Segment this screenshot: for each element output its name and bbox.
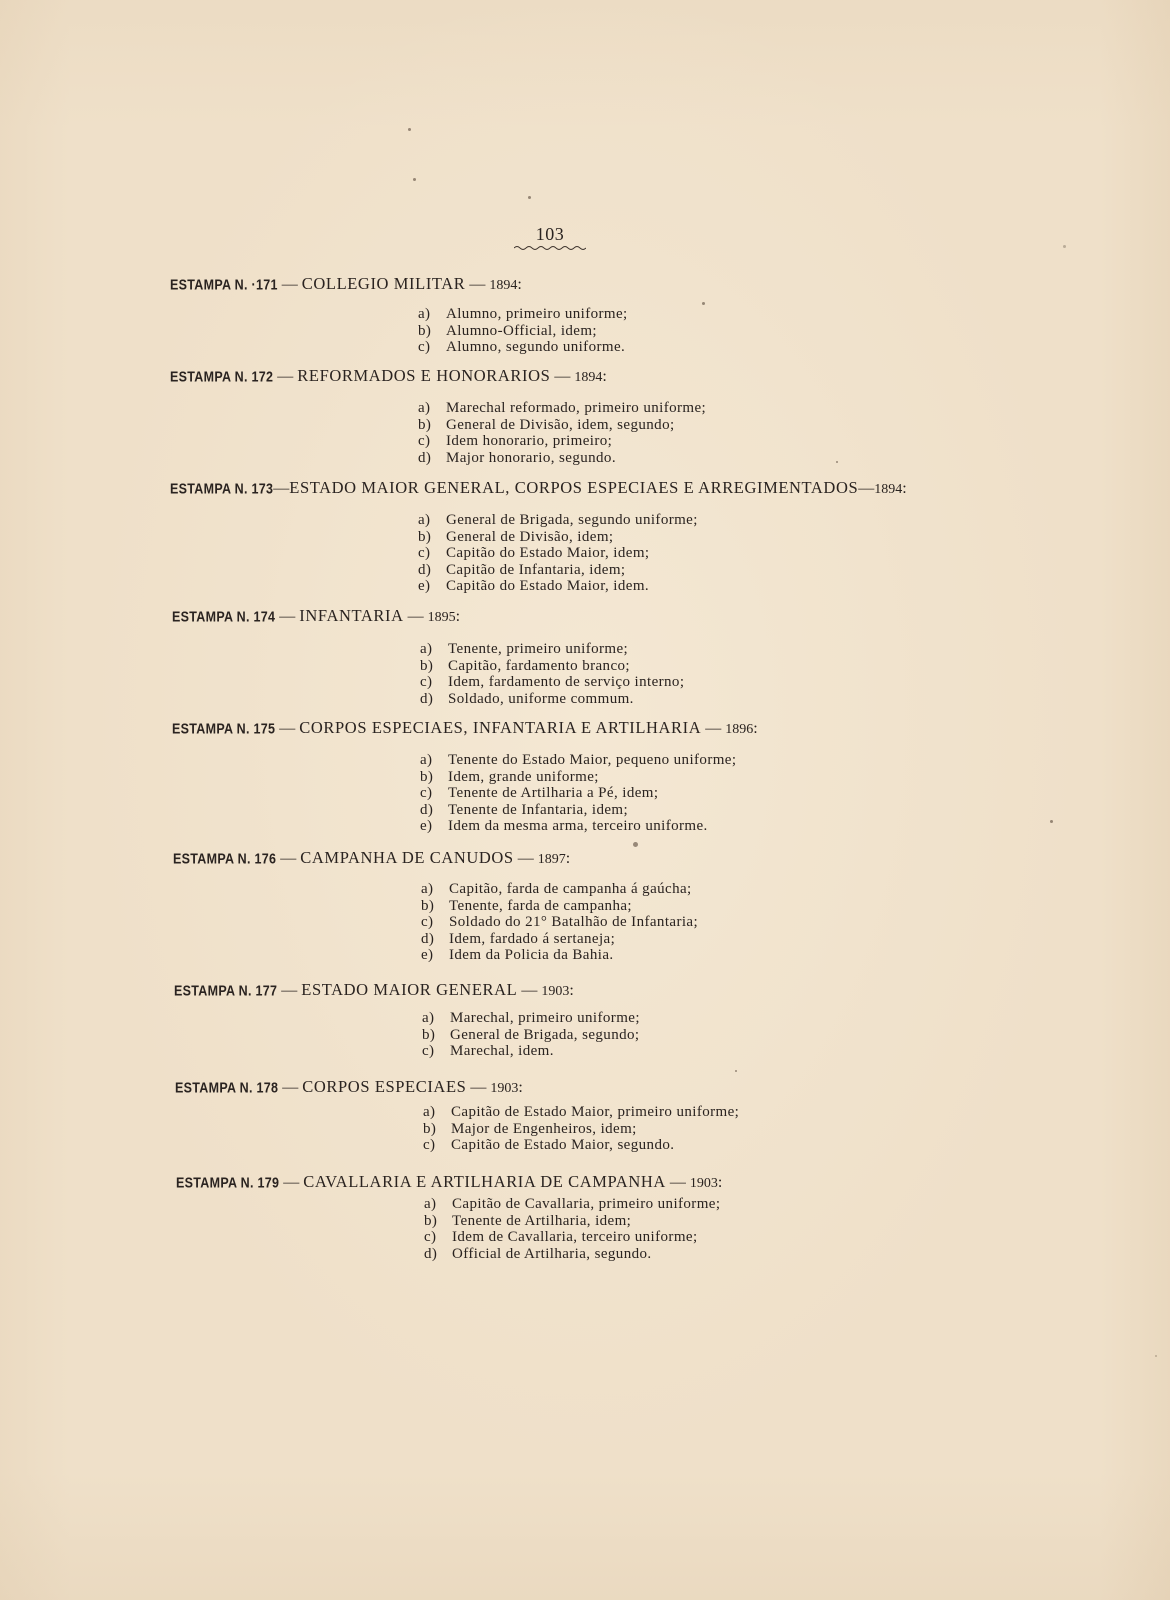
- item-letter: a): [423, 1104, 436, 1120]
- item-text: Major de Engenheiros, idem;: [451, 1120, 637, 1137]
- item-letter: b): [424, 1212, 438, 1229]
- item-letter: b): [422, 1026, 436, 1043]
- item-letter: d): [420, 690, 434, 707]
- item-letter: a): [422, 1010, 435, 1026]
- estampa-heading: ESTAMPA N. 178 — CORPOS ESPECIAES — 1903:: [175, 1077, 523, 1097]
- item-text: Tenente de Infantaria, idem;: [448, 801, 629, 818]
- item-letter: d): [420, 801, 434, 818]
- estampa-label: ESTAMPA N. 173: [170, 480, 274, 498]
- paper-speck: [1155, 1355, 1157, 1357]
- list-item: [420, 785, 736, 802]
- list-item: [418, 339, 628, 356]
- list-item: [424, 1246, 720, 1263]
- estampa-title: CORPOS ESPECIAES, INFANTARIA E ARTILHARIA: [299, 718, 702, 737]
- paper-speck: [735, 1070, 737, 1072]
- estampa-label: ESTAMPA N. ·171: [170, 276, 278, 294]
- item-text: Soldado do 21° Batalhão de Infantaria;: [449, 914, 699, 930]
- estampa-heading: ESTAMPA N. 176 — CAMPANHA DE CANUDOS — 1897:: [173, 848, 571, 868]
- list-item: [418, 512, 698, 529]
- item-letter: b): [418, 416, 432, 433]
- estampa-year: 1895: [427, 610, 456, 625]
- item-letter: a): [418, 306, 431, 322]
- list-item: [420, 802, 736, 819]
- paper-speck: [413, 178, 416, 181]
- item-letter: c): [418, 433, 431, 449]
- list-item: [422, 1043, 640, 1060]
- item-letter: b): [421, 897, 435, 914]
- estampa-label: ESTAMPA N. 175: [172, 720, 276, 738]
- paper-speck: [408, 128, 411, 131]
- estampa-title: ESTADO MAIOR GENERAL: [301, 980, 518, 999]
- estampa-items: [422, 1010, 640, 1060]
- list-item: [424, 1213, 720, 1230]
- estampa-label: ESTAMPA N. 176: [173, 850, 277, 868]
- item-letter: a): [420, 641, 433, 657]
- item-letter: c): [422, 1043, 435, 1059]
- page-number: [480, 224, 620, 251]
- estampa-heading: ESTAMPA N. 179 — CAVALLARIA E ARTILHARIA DE CAMPANHA — 1903:: [176, 1172, 723, 1192]
- list-item: [424, 1196, 720, 1213]
- item-text: Idem honorario, primeiro;: [446, 433, 613, 449]
- estampa-heading: ESTAMPA N. ·171 — COLLEGIO MILITAR — 1894:: [170, 274, 522, 294]
- item-letter: d): [421, 930, 435, 947]
- list-item: [424, 1229, 720, 1246]
- item-letter: d): [418, 449, 432, 466]
- list-item: [422, 1010, 640, 1027]
- estampa-title: CAVALLARIA E ARTILHARIA DE CAMPANHA: [303, 1172, 666, 1191]
- item-text: General de Brigada, segundo uniforme;: [446, 512, 698, 528]
- item-text: Capitão de Infantaria, idem;: [446, 561, 626, 578]
- item-text: Idem de Cavallaria, terceiro uniforme;: [452, 1229, 698, 1245]
- estampa-title: COLLEGIO MILITAR: [301, 274, 466, 293]
- estampa-heading: ESTAMPA N. 173—ESTADO MAIOR GENERAL, CORPOS ESPECIAES E ARREGIMENTADOS—1894:: [170, 478, 907, 498]
- item-text: Idem, fardado á sertaneja;: [449, 930, 616, 947]
- list-item: [418, 400, 706, 417]
- item-letter: e): [421, 947, 434, 963]
- estampa-items: [424, 1196, 720, 1262]
- paper-speck: [633, 842, 638, 847]
- item-text: Marechal reformado, primeiro uniforme;: [446, 400, 707, 416]
- item-text: Tenente, primeiro uniforme;: [448, 641, 629, 657]
- estampa-title: REFORMADOS E HONORARIOS: [297, 366, 551, 385]
- item-text: Tenente do Estado Maior, pequeno uniforme;: [448, 752, 737, 768]
- item-letter: a): [420, 752, 433, 768]
- paper-speck: [528, 196, 531, 199]
- list-item: [421, 881, 698, 898]
- list-item: [421, 947, 698, 964]
- paper-speck: [1050, 820, 1053, 823]
- estampa-year: 1903: [490, 1081, 519, 1096]
- estampa-items: [418, 400, 706, 466]
- list-item: [420, 691, 684, 708]
- estampa-heading: ESTAMPA N. 172 — REFORMADOS E HONORARIOS — 1894:: [170, 366, 607, 386]
- list-item: [418, 545, 698, 562]
- estampa-title: ESTADO MAIOR GENERAL, CORPOS ESPECIAES E ARREGIMENTADOS: [289, 478, 859, 497]
- item-text: Capitão, farda de campanha á gaúcha;: [449, 881, 692, 897]
- item-text: Marechal, primeiro uniforme;: [450, 1010, 640, 1026]
- list-item: [420, 769, 736, 786]
- estampa-label: ESTAMPA N. 172: [170, 368, 274, 386]
- list-item: [418, 450, 706, 467]
- list-item: [418, 306, 628, 323]
- paper-speck: [702, 302, 705, 305]
- estampa-items: [420, 752, 736, 835]
- estampa-year: 1897: [537, 852, 566, 867]
- list-item: [418, 562, 698, 579]
- item-letter: a): [418, 400, 431, 416]
- item-text: Alumno, segundo uniforme.: [446, 339, 626, 355]
- item-text: Capitão, fardamento branco;: [448, 657, 630, 674]
- estampa-year: 1903: [689, 1176, 718, 1191]
- estampa-label: ESTAMPA N. 177: [174, 982, 278, 1000]
- page-number-text: 103: [535, 224, 565, 244]
- estampa-items: [420, 641, 684, 707]
- item-text: Idem, grande uniforme;: [448, 768, 599, 785]
- estampa-items: [423, 1104, 739, 1154]
- estampa-label: ESTAMPA N. 178: [175, 1079, 279, 1097]
- estampa-heading: ESTAMPA N. 175 — CORPOS ESPECIAES, INFANTARIA E ARTILHARIA — 1896:: [172, 718, 758, 738]
- estampa-title: CORPOS ESPECIAES: [302, 1077, 467, 1096]
- paper-speck: [836, 461, 838, 463]
- item-letter: a): [424, 1196, 437, 1212]
- item-letter: c): [421, 914, 434, 930]
- item-letter: c): [418, 339, 431, 355]
- estampa-year: 1896: [725, 722, 754, 737]
- item-letter: b): [420, 768, 434, 785]
- paper-speck: [1063, 245, 1066, 248]
- item-letter: d): [424, 1245, 438, 1262]
- item-text: Capitão de Cavallaria, primeiro uniforme;: [452, 1196, 721, 1212]
- wavy-rule-ornament: [514, 245, 586, 251]
- estampa-title: INFANTARIA: [299, 606, 404, 625]
- item-text: General de Divisão, idem, segundo;: [446, 416, 675, 433]
- estampa-year: 1903: [541, 984, 570, 999]
- list-item: [418, 578, 698, 595]
- item-letter: b): [420, 657, 434, 674]
- estampa-title: CAMPANHA DE CANUDOS: [300, 848, 514, 867]
- list-item: [423, 1137, 739, 1154]
- item-letter: c): [420, 785, 433, 801]
- item-letter: c): [420, 674, 433, 690]
- list-item: [422, 1027, 640, 1044]
- item-text: Tenente de Artilharia, idem;: [452, 1212, 632, 1229]
- item-letter: c): [418, 545, 431, 561]
- item-letter: a): [421, 881, 434, 897]
- item-letter: c): [423, 1137, 436, 1153]
- estampa-items: [418, 512, 698, 595]
- item-text: General de Divisão, idem;: [446, 528, 614, 545]
- item-text: Capitão de Estado Maior, primeiro uniforme;: [451, 1104, 740, 1120]
- item-text: Tenente de Artilharia a Pé, idem;: [448, 785, 659, 801]
- estampa-heading: ESTAMPA N. 174 — INFANTARIA — 1895:: [172, 606, 461, 626]
- list-item: [423, 1121, 739, 1138]
- list-item: [420, 818, 736, 835]
- estampa-year: 1894: [574, 370, 603, 385]
- item-letter: b): [418, 322, 432, 339]
- list-item: [418, 417, 706, 434]
- list-item: [421, 914, 698, 931]
- item-letter: b): [418, 528, 432, 545]
- list-item: [421, 931, 698, 948]
- item-letter: a): [418, 512, 431, 528]
- estampa-label: ESTAMPA N. 179: [176, 1174, 280, 1192]
- item-text: Capitão de Estado Maior, segundo.: [451, 1137, 675, 1153]
- item-text: Major honorario, segundo.: [446, 449, 616, 466]
- estampa-items: [421, 881, 698, 964]
- list-item: [420, 674, 684, 691]
- item-text: Alumno, primeiro uniforme;: [446, 306, 628, 322]
- item-text: Official de Artilharia, segundo.: [452, 1245, 652, 1262]
- list-item: [418, 433, 706, 450]
- estampa-year: 1894: [489, 278, 518, 293]
- item-text: General de Brigada, segundo;: [450, 1026, 640, 1043]
- item-letter: b): [423, 1120, 437, 1137]
- item-text: Capitão do Estado Maior, idem.: [446, 578, 650, 594]
- list-item: [418, 323, 628, 340]
- estampa-label: ESTAMPA N. 174: [172, 608, 276, 626]
- list-item: [420, 641, 684, 658]
- item-text: Idem, fardamento de serviço interno;: [448, 674, 685, 690]
- list-item: [420, 752, 736, 769]
- item-letter: d): [418, 561, 432, 578]
- item-text: Soldado, uniforme commum.: [448, 690, 634, 707]
- list-item: [418, 529, 698, 546]
- item-text: Alumno-Official, idem;: [446, 322, 597, 339]
- estampa-heading: ESTAMPA N. 177 — ESTADO MAIOR GENERAL — 1903:: [174, 980, 574, 1000]
- estampa-items: [418, 306, 628, 356]
- item-letter: c): [424, 1229, 437, 1245]
- item-text: Idem da Policia da Bahia.: [449, 947, 614, 963]
- list-item: [423, 1104, 739, 1121]
- item-letter: e): [420, 818, 433, 834]
- item-text: Idem da mesma arma, terceiro uniforme.: [448, 818, 708, 834]
- item-text: Marechal, idem.: [450, 1043, 554, 1059]
- list-item: [420, 658, 684, 675]
- item-text: Capitão do Estado Maior, idem;: [446, 545, 650, 561]
- item-letter: e): [418, 578, 431, 594]
- list-item: [421, 898, 698, 915]
- estampa-year: 1894: [874, 482, 903, 497]
- item-text: Tenente, farda de campanha;: [449, 897, 632, 914]
